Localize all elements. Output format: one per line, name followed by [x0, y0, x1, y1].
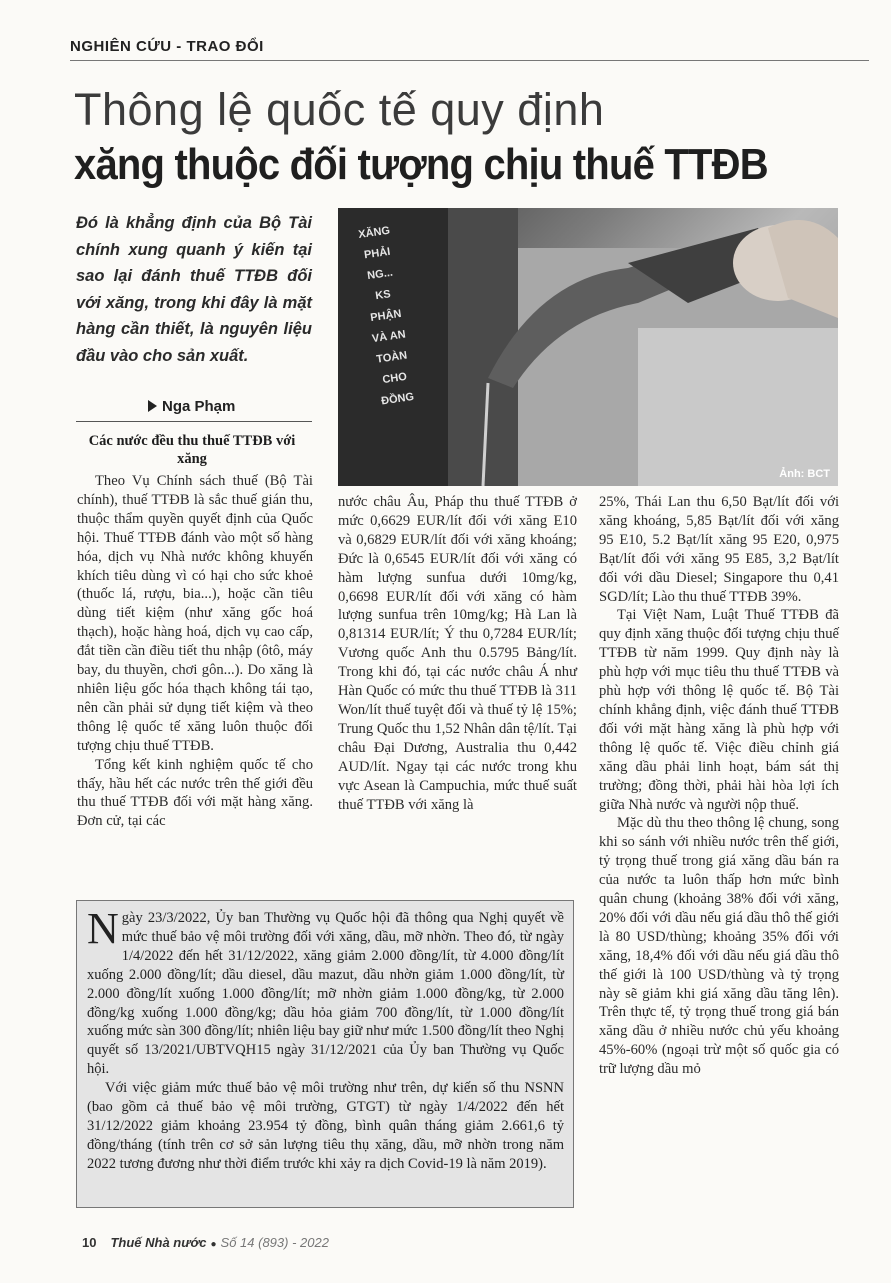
drop-cap: N	[87, 904, 119, 953]
article-photo	[338, 208, 838, 486]
info-box	[76, 900, 574, 1208]
section-label: NGHIÊN CỨU - TRAO ĐỔI	[70, 38, 264, 55]
body-paragraph: Theo Vụ Chính sách thuế (Bộ Tài chính), thuế TTĐB là sắc thuế gián thu, thuộc thẩm quyền quyết định của Quốc hội. Thuế TTĐB đánh vào một số hàng hóa, dịch vụ Nhà nước không khuyến khích tiêu dùng vì có hại cho sức khoẻ (thuốc lá, rượu, bia...), hoặc cần tiêu dùng tiết kiệm (như xăng gốc hoá thạch), hoặc hàng hoá, dịch vụ cao cấp, đắt tiền cần điều tiết thu nhập (ôtô, máy bay, du thuyền, chơi gôn...). Do xăng là nhiên liệu gốc hóa thạch không tái tạo, nên cần phải sử dụng tiết kiệm và theo thông lệ quốc tế xăng luôn thuộc đối tượng chịu thuế TTĐB.	[77, 473, 313, 754]
info-box-paragraph: Ngày 23/3/2022, Ủy ban Thường vụ Quốc hội đã thông qua Nghị quyết về mức thuế bảo vệ môi trường đối với xăng, dầu, mỡ nhờn. Theo đó, từ ngày 1/4/2022 đến hết 31/12/2022, xăng giảm 2.000 đồng/lít, từ 4.000 đồng/lít xuống 2.000 đồng/lít; dầu diesel, dầu mazut, dầu nhờn giảm 1.000 đồng/lít, từ 2.000 đồng/lít xuống 1.000 đồng/lít; mỡ nhờn giảm 1.000 đồng/kg, từ 2.000 đồng/kg xuống 1.000 đồng/kg; dầu hỏa giảm 700 đồng/lít, từ 1.000 đồng/lít xuống mức sàn 300 đồng/lít; nhiên liệu bay giữ như mức 1.500 đồng/lít theo Nghị quyết số 13/2021/UBTVQH15 ngày 31/12/2021 của Ủy ban Thường vụ Quốc hội.	[87, 904, 564, 1078]
page-footer	[82, 1235, 329, 1250]
bullet-icon: ●	[210, 1239, 217, 1250]
magazine-name: Thuế Nhà nước	[110, 1235, 207, 1250]
info-box-paragraph: Với việc giảm mức thuế bảo vệ môi trường như trên, dự kiến số thu NSNN (bao gồm cả thuế bảo vệ môi trường, GTGT) từ ngày 1/4/2022 đến hết 31/12/2022 giảm khoảng 23.954 tỷ đồng, bình quân tháng giảm 2.661,6 tỷ đồng/tháng (tính trên cơ sở sản lượng tiêu thụ xăng, dầu, mỡ nhờn trong năm 2022 tương đương như thời điểm trước khi xảy ra dịch Covid-19 là năm 2019).	[87, 1080, 564, 1172]
pump-signage: XĂNG PHẢI NG... KS PHẬN VÀ AN TOÀN CHO ĐỒNG	[357, 224, 415, 408]
fuel-nozzle-illustration	[338, 208, 838, 486]
photo-credit: Ảnh: BCT	[779, 468, 830, 480]
body-paragraph: Mặc dù thu theo thông lệ chung, song khi so sánh với nhiều nước trên thế giới, tỷ trọng thuế trong giá xăng dầu bán ra của nước ta luôn thấp hơn mức bình quân chung (khoảng 38% đối với xăng, 20% đối với dầu nếu giá dầu thô thế giới là 80 USD/thùng; khoảng 35% đối với xăng, 18,4% đối với dầu nếu giá dầu thô thế giới là 100 USD/thùng và tỷ trọng này sẽ giảm khi giá xăng dầu tăng lên). Trên thực tế, tỷ trọng thuế trong giá bán xăng dầu ở nhiều nước chủ yếu khoảng 45%-60% (ngoại trừ một số quốc gia có trữ lượng dầu mỏ	[599, 815, 839, 1078]
play-triangle-icon	[148, 400, 157, 412]
page-number: 10	[82, 1235, 97, 1250]
issue-number: Số 14 (893) - 2022	[220, 1235, 329, 1250]
body-paragraph: 25%, Thái Lan thu 6,50 Bạt/lít đối với xăng khoáng, 5,85 Bạt/lít đối với xăng 95 E10, 5.2 Bạt/lít xăng 95 E20, 0,975 Bạt/lít đối với xăng 95 E85, 3,2 Bạt/lít đối với dầu Diesel; Singapore thu 0,41 SGD/lít; Lào thu thuế TTĐB 39%.	[599, 494, 839, 605]
body-column-1	[77, 472, 313, 831]
body-column-3	[599, 493, 839, 1079]
author-byline	[148, 398, 235, 415]
article-title-line1: Thông lệ quốc tế quy định	[74, 84, 605, 135]
body-paragraph: Tổng kết kinh nghiệm quốc tế cho thấy, hầu hết các nước trên thế giới đều thu thuế TTĐB đối với mặt hàng xăng. Đơn cử, tại các	[77, 756, 313, 830]
section-subheading: Các nước đều thu thuế TTĐB với xăng	[88, 433, 296, 467]
article-title-line2: xăng thuộc đối tượng chịu thuế TTĐB	[74, 141, 768, 189]
lede-paragraph: Đó là khẳng định của Bộ Tài chính xung quanh ý kiến tại sao lại đánh thuế TTĐB đối với xăng, trong khi đây là mặt hàng cần thiết, là nguyên liệu đầu vào cho sản xuất.	[76, 214, 312, 365]
body-paragraph: Tại Việt Nam, Luật Thuế TTĐB đã quy định xăng thuộc đối tượng chịu thuế TTĐB từ năm 1999. Quy định này là phù hợp với mục tiêu thu thuế TTĐB và phù hợp với thông lệ quốc tế. Bộ Tài chính khẳng định, việc đánh thuế TTĐB đối với mặt hàng xăng là phù hợp với thông lệ quốc tế. Việc điều chỉnh giá xăng dầu phải linh hoạt, bám sát thị trường; đồng thời, phải hài hòa lợi ích giữa Nhà nước và người nộp thuế.	[599, 607, 839, 813]
author-name: Nga Phạm	[162, 398, 236, 415]
body-paragraph: nước châu Âu, Pháp thu thuế TTĐB ở mức 0,6629 EUR/lít đối với xăng E10 và 0,6829 EUR/lít đối với xăng khoáng; Đức là 0,6545 EUR/lít đối với xăng có hàm lượng sunfua dưới 10mg/kg, 0,6698 EUR/lít đối với xăng có hàm lượng sunfua trên 10mg/kg; Hà Lan là 0,81314 EUR/lít; Ý thu 0,7284 EUR/lít; Vương quốc Anh thu 0.5795 Bảng/lít. Trong khi đó, tại các nước châu Á như Hàn Quốc có mức thu thuế TTĐB là 311 Won/lít thuế tuyệt đối và thuế tỷ lệ 15%; Trung Quốc thu 1,52 Nhân dân tệ/lít. Tại châu Đại Dương, Australia thu 0,442 AUD/lít. Ngay tại các nước trong khu vực Asean là Campuchia, mức thuế suất thuế TTĐB với xăng là	[338, 494, 577, 813]
byline-divider	[76, 421, 312, 422]
body-column-2	[338, 493, 577, 814]
header-divider	[70, 60, 869, 61]
